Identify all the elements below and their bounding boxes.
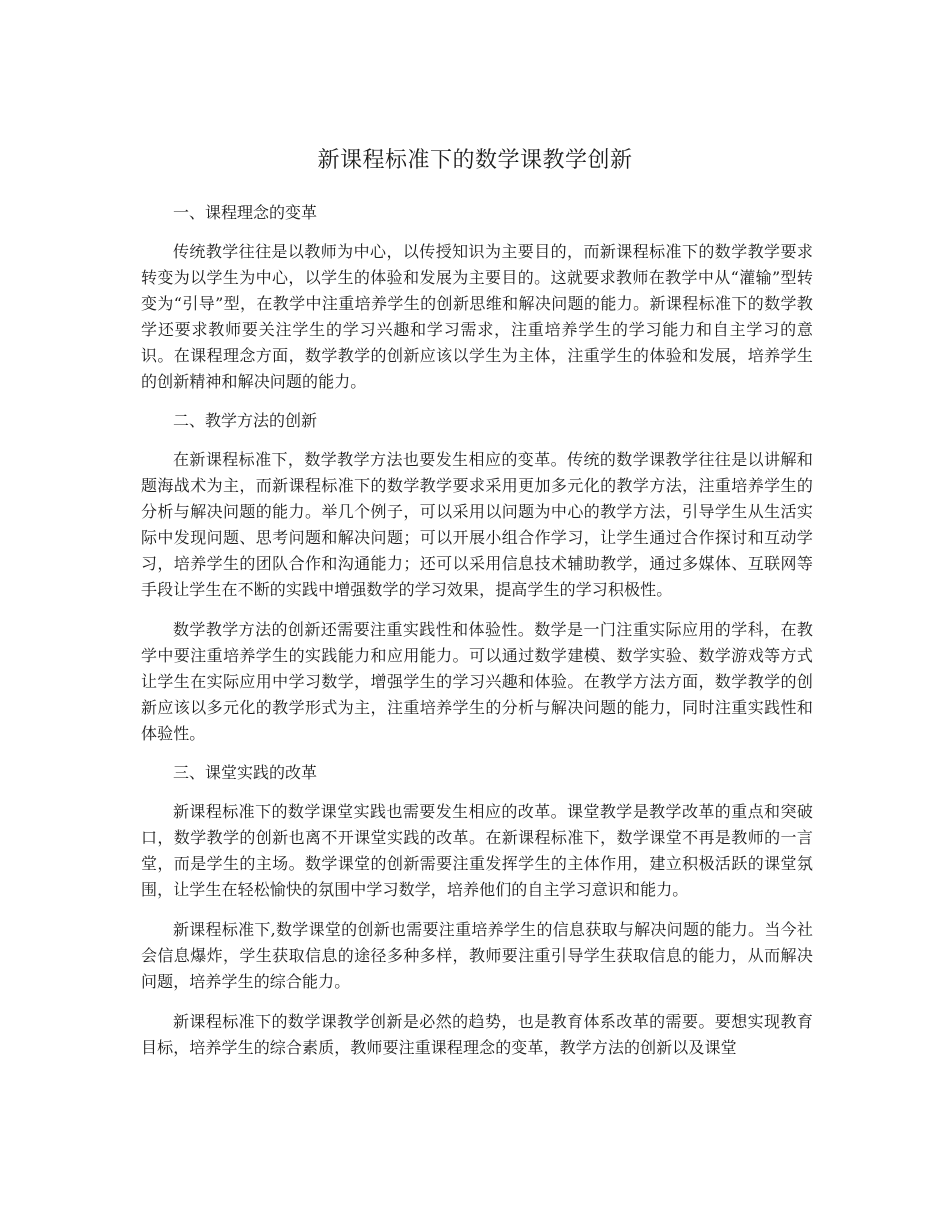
- paragraph: 新课程标准下的数学课教学创新是必然的趋势，也是教育体系改革的需要。要想实现教育目标，培养学生的综合素质，教师要注重课程理念的变革，教学方法的创新以及课堂: [141, 1012, 813, 1057]
- paragraph: 新课程标准下的数学课堂实践也需要发生相应的改革。课堂教学是教学改革的重点和突破口，数学教学的创新也离不开课堂实践的改革。在新课程标准下，数学课堂不再是教师的一言堂，而是学生的主场。数学课堂的创新需要注重发挥学生的主体作用，建立积极活跃的课堂氛围，让学生在轻松愉快的氛围中学习数学，培养他们的自主学习意识和能力。: [141, 802, 813, 899]
- paragraph: 在新课程标准下，数学教学方法也要发生相应的变革。传统的数学课教学往往是以讲解和题海战术为主，而新课程标准下的数学教学要求采用更加多元化的教学方法，注重培养学生的分析与解决问题的能力。举几个例子，可以采用以问题为中心的教学方法，引导学生从生活实际中发现问题、思考问题和解决问题；可以开展小组合作学习，让学生通过合作探讨和互动学习，培养学生的团队合作和沟通能力；还可以采用信息技术辅助教学，通过多媒体、互联网等手段让学生在不断的实践中增强数学的学习效果，提高学生的学习积极性。: [141, 450, 813, 599]
- section-heading: 三、课堂实践的改革: [173, 763, 318, 782]
- paragraph: 传统教学往往是以教师为中心，以传授知识为主要目的，而新课程标准下的数学教学要求转变为以学生为中心，以学生的体验和发展为主要目的。这就要求教师在教学中从“灌输”型转变为“引导”型，在教学中注重培养学生的创新思维和解决问题的能力。新课程标准下的数学教学还要求教师要关注学生的学习兴趣和学习需求，注重培养学生的学习能力和自主学习的意识。在课程理念方面，数学教学的创新应该以学生为主体，注重学生的体验和发展，培养学生的创新精神和解决问题的能力。: [141, 242, 813, 391]
- paragraph: 新课程标准下,数学课堂的创新也需要注重培养学生的信息获取与解决问题的能力。当今社会信息爆炸，学生获取信息的途径多种多样，教师要注重引导学生获取信息的能力，从而解决问题，培养学生的综合能力。: [141, 920, 813, 991]
- paragraph: 数学教学方法的创新还需要注重实践性和体验性。数学是一门注重实际应用的学科，在教学中要注重培养学生的实践能力和应用能力。可以通过数学建模、数学实验、数学游戏等方式让学生在实际应用中学习数学，增强学生的学习兴趣和体验。在教学方法方面，数学教学的创新应该以多元化的教学形式为主，注重培养学生的分析与解决问题的能力，同时注重实践性和体验性。: [141, 620, 813, 743]
- section-heading: 一、课程理念的变革: [173, 203, 318, 222]
- section-heading: 二、教学方法的创新: [173, 411, 318, 430]
- document-body: [141, 201, 813, 1075]
- document-title: 新课程标准下的数学课教学创新: [317, 148, 633, 173]
